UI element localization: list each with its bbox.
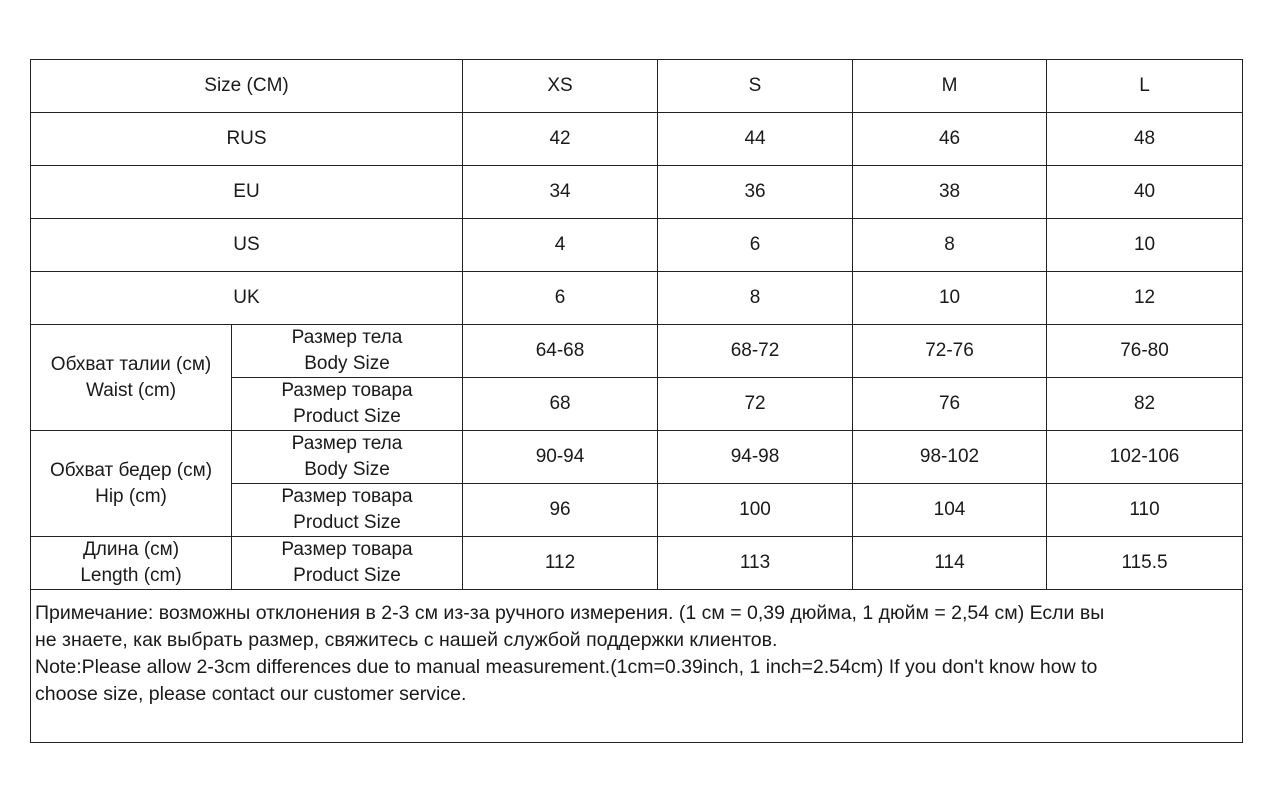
table-cell: 72-76: [853, 325, 1047, 378]
body-size-label-en: Body Size: [304, 459, 390, 480]
note-ru-line-2: не знаете, как выбрать размер, свяжитесь с нашей службой поддержки клиентов.: [35, 629, 778, 651]
table-cell: 96: [463, 484, 658, 537]
table-cell: 8: [853, 219, 1047, 272]
size-header-s: S: [658, 60, 853, 113]
hip-label-en: Hip (cm): [95, 485, 167, 507]
product-size-label: [232, 484, 463, 537]
table-cell: 68-72: [658, 325, 853, 378]
table-cell: 4: [463, 219, 658, 272]
table-cell: 82: [1047, 378, 1243, 431]
table-cell: 46: [853, 113, 1047, 166]
product-size-label: [232, 378, 463, 431]
table-cell: 100: [658, 484, 853, 537]
table-cell: 68: [463, 378, 658, 431]
table-cell: 42: [463, 113, 658, 166]
table-cell: 72: [658, 378, 853, 431]
size-header-label: Size (CM): [31, 60, 463, 113]
table-cell: 90-94: [463, 431, 658, 484]
product-size-label: [232, 537, 463, 590]
body-size-label-en: Body Size: [304, 353, 390, 374]
body-size-label-ru: Размер тела: [291, 433, 403, 454]
us-row: [31, 219, 1243, 272]
product-size-label-en: Product Size: [293, 512, 401, 533]
length-label-ru: Длина (см): [82, 539, 180, 560]
size-header-l: L: [1047, 60, 1243, 113]
waist-label-en: Waist (cm): [85, 379, 177, 401]
hip-body-row: [31, 431, 1243, 484]
waist-label: [31, 325, 232, 431]
body-size-label: [232, 431, 463, 484]
table-cell: 64-68: [463, 325, 658, 378]
uk-row: [31, 272, 1243, 325]
hip-label-ru: Обхват бедер (см): [49, 459, 213, 481]
note-en-line-2: choose size, please contact our customer service.: [35, 683, 467, 705]
row-label: UK: [31, 272, 463, 325]
table-cell: 34: [463, 166, 658, 219]
product-size-label-ru: Размер товара: [281, 380, 413, 401]
table-cell: 115.5: [1047, 537, 1243, 590]
table-cell: 98-102: [853, 431, 1047, 484]
table-cell: 12: [1047, 272, 1243, 325]
table-cell: 76: [853, 378, 1047, 431]
table-cell: 48: [1047, 113, 1243, 166]
table-cell: 112: [463, 537, 658, 590]
table-cell: 8: [658, 272, 853, 325]
row-label: EU: [31, 166, 463, 219]
rus-row: [31, 113, 1243, 166]
table-cell: 10: [1047, 219, 1243, 272]
body-size-label: [232, 325, 463, 378]
hip-label: [31, 431, 232, 537]
length-row: [31, 537, 1243, 590]
product-size-label-en: Product Size: [293, 406, 401, 427]
product-size-label-ru: Размер товара: [281, 539, 413, 560]
waist-body-row: [31, 325, 1243, 378]
table-cell: 38: [853, 166, 1047, 219]
table-cell: 113: [658, 537, 853, 590]
product-size-label-en: Product Size: [293, 565, 401, 586]
table-cell: 40: [1047, 166, 1243, 219]
note-ru-line-1: Примечание: возможны отклонения в 2-3 см из-за ручного измерения. (1 см = 0,39 дюйма, 1 дюйм = 2,54 см) Если вы: [35, 602, 1105, 624]
table-cell: 114: [853, 537, 1047, 590]
table-cell: 6: [658, 219, 853, 272]
header-row: [31, 60, 1243, 113]
table-cell: 104: [853, 484, 1047, 537]
size-header-m: M: [853, 60, 1047, 113]
body-size-label-ru: Размер тела: [291, 327, 403, 348]
table-cell: 94-98: [658, 431, 853, 484]
waist-label-ru: Обхват талии (см): [50, 353, 212, 375]
length-label: [31, 537, 232, 590]
size-header-xs: XS: [463, 60, 658, 113]
size-chart-table: [30, 59, 1243, 743]
table-cell: 44: [658, 113, 853, 166]
note-en-line-1: Note:Please allow 2-3cm differences due to manual measurement.(1cm=0.39inch, 1 inch=2.54cm) If you don't know how to: [35, 656, 1098, 678]
table-cell: 36: [658, 166, 853, 219]
table-cell: 6: [463, 272, 658, 325]
row-label: RUS: [31, 113, 463, 166]
table-cell: 76-80: [1047, 325, 1243, 378]
table-cell: 10: [853, 272, 1047, 325]
table-cell: 102-106: [1047, 431, 1243, 484]
product-size-label-ru: Размер товара: [281, 486, 413, 507]
eu-row: [31, 166, 1243, 219]
table-cell: 110: [1047, 484, 1243, 537]
note-cell: [31, 590, 1243, 743]
length-label-en: Length (cm): [80, 565, 182, 586]
note-row: [31, 590, 1243, 743]
row-label: US: [31, 219, 463, 272]
